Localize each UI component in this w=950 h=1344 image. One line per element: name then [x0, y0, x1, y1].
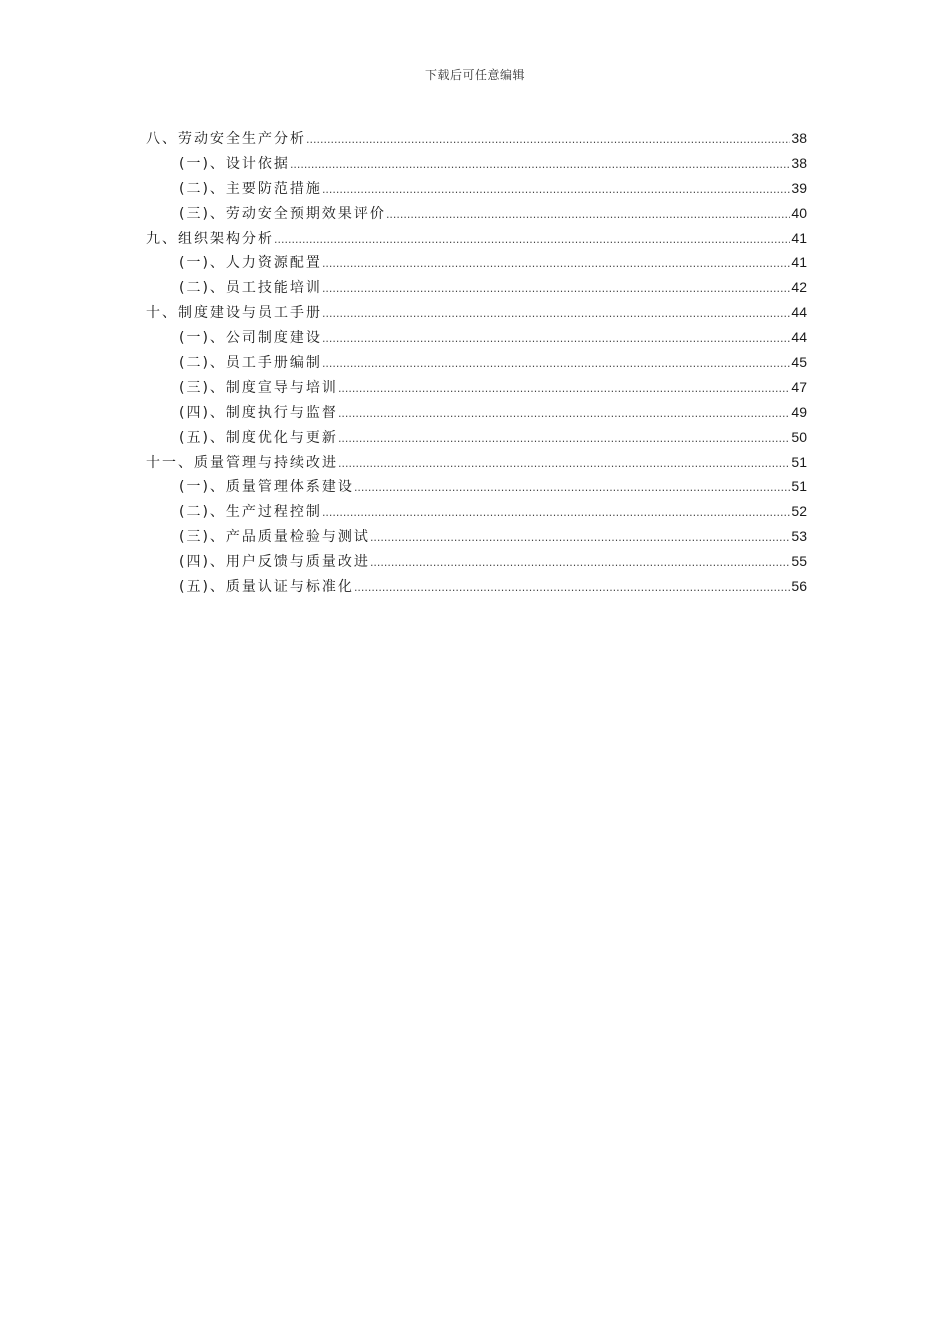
- toc-dot-leader: [386, 205, 790, 225]
- toc-page-number: 44: [791, 304, 807, 321]
- toc-chapter-entry[interactable]: [146, 302, 807, 327]
- toc-entry-label: (三)、劳动安全预期效果评价: [179, 205, 386, 222]
- toc-entry-label: (三)、产品质量检验与测试: [179, 529, 370, 546]
- toc-entry-label: (一)、人力资源配置: [179, 255, 322, 272]
- toc-entry-label: (一)、设计依据: [179, 155, 290, 172]
- toc-dot-leader: [322, 304, 790, 324]
- toc-section-entry[interactable]: [146, 352, 807, 377]
- toc-dot-leader: [354, 478, 790, 498]
- toc-section-entry[interactable]: [146, 327, 807, 352]
- table-of-contents: [146, 128, 807, 601]
- toc-dot-leader: [274, 230, 790, 250]
- toc-section-entry[interactable]: [146, 203, 807, 228]
- toc-page-number: 42: [791, 279, 807, 296]
- toc-section-entry[interactable]: [146, 526, 807, 551]
- toc-dot-leader: [322, 354, 790, 374]
- toc-entry-label: 十、制度建设与员工手册: [146, 305, 322, 322]
- toc-entry-label: (四)、制度执行与监督: [179, 404, 338, 421]
- toc-entry-label: (一)、公司制度建设: [179, 330, 322, 347]
- toc-section-entry[interactable]: [146, 476, 807, 501]
- toc-dot-leader: [370, 528, 790, 548]
- toc-section-entry[interactable]: [146, 277, 807, 302]
- toc-entry-label: (五)、质量认证与标准化: [179, 579, 354, 596]
- toc-dot-leader: [322, 279, 790, 299]
- toc-section-entry[interactable]: [146, 551, 807, 576]
- toc-section-entry[interactable]: [146, 427, 807, 452]
- toc-dot-leader: [338, 429, 790, 449]
- toc-dot-leader: [370, 553, 790, 573]
- toc-section-entry[interactable]: [146, 377, 807, 402]
- toc-chapter-entry[interactable]: [146, 452, 807, 477]
- toc-entry-label: (二)、生产过程控制: [179, 504, 322, 521]
- toc-page-number: 39: [791, 179, 807, 196]
- toc-section-entry[interactable]: [146, 153, 807, 178]
- toc-entry-label: (一)、质量管理体系建设: [179, 479, 354, 496]
- toc-page-number: 52: [791, 503, 807, 520]
- toc-page-number: 49: [791, 403, 807, 420]
- toc-page-number: 41: [791, 254, 807, 271]
- toc-page-number: 44: [791, 329, 807, 346]
- toc-chapter-entry[interactable]: [146, 128, 807, 153]
- toc-dot-leader: [322, 254, 790, 274]
- toc-page-number: 50: [791, 428, 807, 445]
- toc-dot-leader: [322, 180, 790, 200]
- toc-page-number: 40: [791, 204, 807, 221]
- toc-section-entry[interactable]: [146, 178, 807, 203]
- toc-entry-label: 八、劳动安全生产分析: [146, 131, 306, 147]
- toc-dot-leader: [306, 130, 790, 150]
- toc-entry-label: (五)、制度优化与更新: [179, 429, 338, 446]
- toc-page-number: 38: [791, 154, 807, 171]
- toc-entry-label: 九、组织架构分析: [146, 230, 274, 247]
- toc-entry-label: (二)、主要防范措施: [179, 180, 322, 197]
- toc-dot-leader: [322, 503, 790, 523]
- toc-chapter-entry[interactable]: [146, 228, 807, 253]
- toc-section-entry[interactable]: [146, 402, 807, 427]
- toc-section-entry[interactable]: [146, 252, 807, 277]
- page-header-note: 下载后可任意编辑: [424, 68, 525, 82]
- toc-page-number: 51: [791, 478, 807, 495]
- toc-entry-label: (二)、员工手册编制: [179, 355, 322, 372]
- toc-section-entry[interactable]: [146, 501, 807, 526]
- toc-dot-leader: [338, 379, 790, 399]
- toc-page-number: 47: [791, 378, 807, 395]
- toc-entry-label: (三)、制度宣导与培训: [179, 379, 338, 396]
- toc-entry-label: 十一、质量管理与持续改进: [146, 454, 338, 471]
- toc-dot-leader: [338, 404, 790, 424]
- toc-dot-leader: [322, 329, 790, 349]
- toc-section-entry[interactable]: [146, 576, 807, 601]
- toc-page-number: 41: [791, 229, 807, 246]
- toc-page-number: 55: [791, 553, 807, 570]
- toc-dot-leader: [354, 578, 790, 598]
- toc-page-number: 53: [791, 528, 807, 545]
- toc-dot-leader: [338, 454, 790, 474]
- toc-dot-leader: [290, 155, 790, 175]
- toc-page-number: 51: [791, 453, 807, 470]
- toc-entry-label: (四)、用户反馈与质量改进: [179, 554, 370, 571]
- toc-page-number: 38: [791, 130, 807, 146]
- toc-entry-label: (二)、员工技能培训: [179, 280, 322, 297]
- toc-page-number: 45: [791, 354, 807, 371]
- toc-page-number: 56: [791, 578, 807, 595]
